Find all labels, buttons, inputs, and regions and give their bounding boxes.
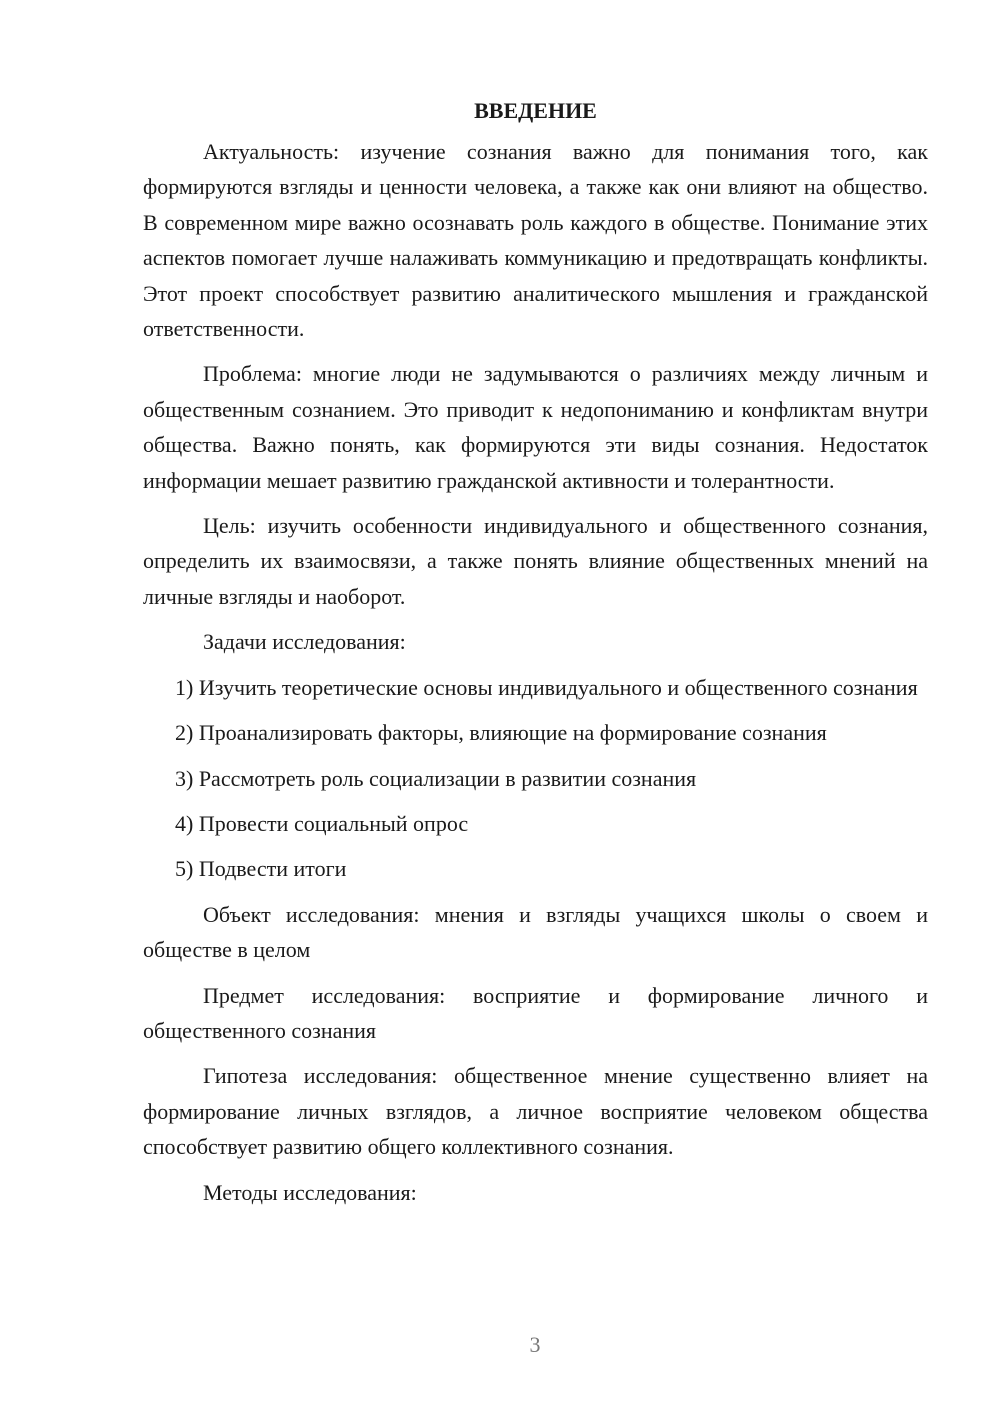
- subject-paragraph: Предмет исследования: восприятие и формирование личного и общественного сознания: [143, 982, 928, 1043]
- document-body: [143, 93, 928, 1210]
- section-title: ВВЕДЕНИЕ: [474, 98, 597, 123]
- relevance-paragraph: Актуальность: изучение сознания важно для понимания того, как формируются взгляды и ценности человека, а также как они влияют на общество. В современном мире важно осознавать роль каждого в обществе. Понимание этих аспектов помогает лучше налаживать коммуникацию и предотвращать конфликты. Этот проект способствует развитию аналитического мышления и гражданской ответственности.: [143, 139, 928, 342]
- hypothesis-paragraph: Гипотеза исследования: общественное мнение существенно влияет на формирование личных взглядов, а личное восприятие человеком общества способствует развитию общего коллективного сознания.: [143, 1063, 928, 1160]
- task-item-4: 4) Провести социальный опрос: [175, 810, 469, 836]
- goal-paragraph: Цель: изучить особенности индивидуального и общественного сознания, определить их взаимосвязи, а также понять влияние общественных мнений на личные взгляды и наоборот.: [143, 513, 928, 609]
- tasks-heading: Задачи исследования:: [203, 629, 406, 655]
- task-item-1: 1) Изучить теоретические основы индивидуального и общественного сознания: [175, 674, 918, 700]
- methods-heading: Методы исследования:: [203, 1179, 417, 1205]
- problem-paragraph: Проблема: многие люди не задумываются о различиях между личным и общественным сознанием. Это приводит к недопониманию и конфликтам внутри общества. Важно понять, как формируются эти виды сознания. Недостаток информации мешает развитию гражданской активности и толерантности.: [143, 361, 928, 493]
- task-item-5: 5) Подвести итоги: [175, 856, 347, 882]
- object-paragraph: Объект исследования: мнения и взгляды учащихся школы о своем и обществе в целом: [143, 901, 928, 963]
- page-number: 3: [529, 1332, 541, 1357]
- task-item-3: 3) Рассмотреть роль социализации в развитии сознания: [175, 765, 697, 791]
- task-item-2: 2) Проанализировать факторы, влияющие на формирование сознания: [175, 720, 827, 746]
